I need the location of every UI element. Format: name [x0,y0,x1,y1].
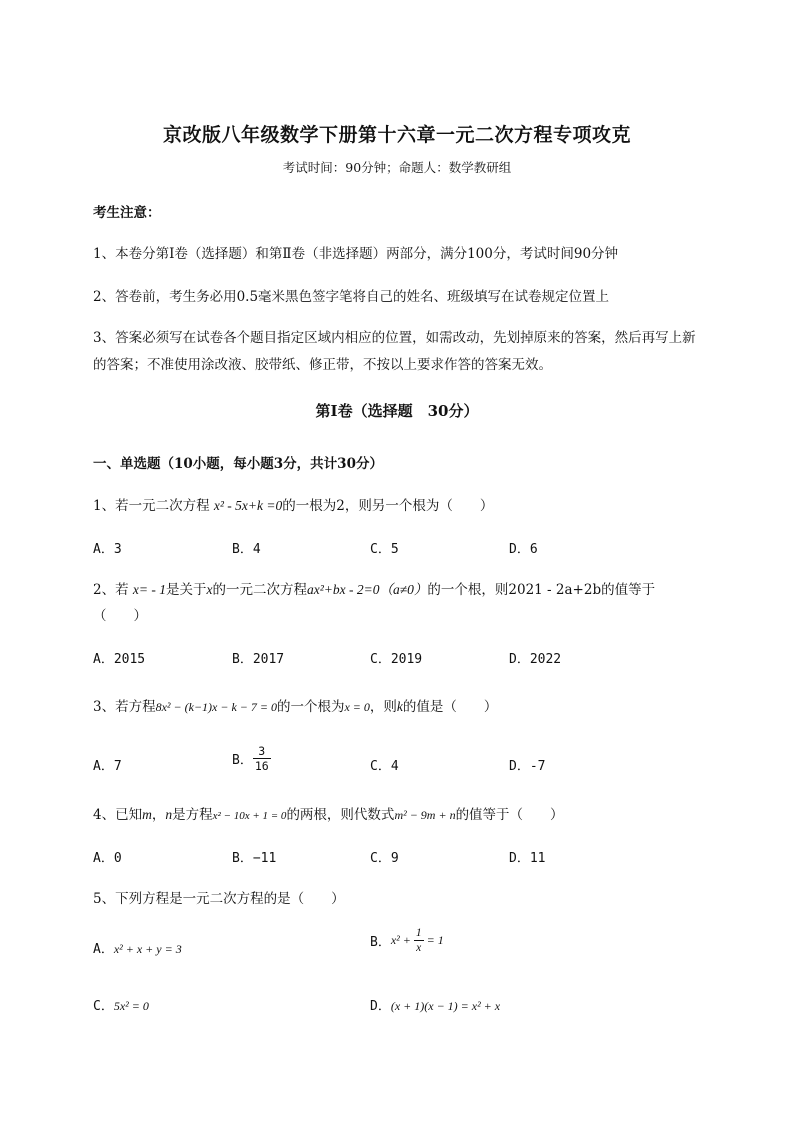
q2-mid-2: 的一元二次方程 [212,582,307,598]
q4-expression: m² − 9m + n [394,808,456,822]
q5-option-b-numerator: 1 [415,927,422,939]
q4-m: m [142,807,152,822]
q1-option-c: C．5 [370,542,399,557]
q5-option-c [93,995,149,1014]
q5-option-c-label: C． [93,999,114,1014]
q4-mid-2: 的两根，则代数式 [286,807,395,823]
q4-equation: x² − 10x + 1 = 0 [212,810,287,822]
q2-math-2: x [206,582,213,597]
q4-post: 的值等于（ ） [455,807,564,823]
q4-option-b: B．−11 [232,851,277,866]
question-3-stem [93,695,497,715]
q5-option-a [93,938,182,957]
q5-option-b-label: B． [370,935,391,950]
q3-option-b-fraction [253,744,271,773]
q2-option-c: C．2019 [370,652,423,667]
q4-option-d: D．11 [509,851,546,866]
q5-option-b [370,926,444,955]
q2-mid: 是关于 [166,582,207,598]
q1-option-a: A．3 [93,542,122,557]
q5-option-b-fraction [414,926,424,955]
q3-option-c: C．4 [370,759,399,774]
q3-pre: 3、若方程 [93,699,156,715]
q2-option-d: D．2022 [509,652,562,667]
q1-stem-post: 的一根为2，则另一个根为（ ） [282,498,494,514]
notice-item-3-cont: 的答案；不准使用涂改液、胶带纸、修正带，不按以上要求作答的答案无效。 [93,357,552,373]
q2-post: 的一个根，则2021 - 2a+2b的值等于 [427,582,656,598]
q5-option-c-math: 5x² = 0 [113,999,149,1013]
q2-option-b: B．2017 [232,652,285,667]
q4-n: n [165,807,173,822]
q5-option-b-math-pre: x² + [390,933,414,947]
page-subtitle: 考试时间：90分钟；命题人：数学教研组 [282,160,512,175]
q2-option-a: A．2015 [93,652,146,667]
q5-option-b-math-post: = 1 [423,933,444,947]
question-5-stem: 5、下列方程是一元二次方程的是（ ） [93,891,345,907]
q3-option-b-numerator: 3 [253,744,271,759]
q4-sep: ， [151,807,166,823]
q2-math-1: x= - 1 [132,582,166,597]
question-4-stem [93,803,564,823]
q1-stem-pre: 1、若一元二次方程 [93,498,214,514]
q2-pre: 2、若 [93,582,133,598]
q4-option-c: C．9 [370,851,399,866]
q5-option-a-math: x² + x + y = 3 [113,942,182,956]
q2-math-3: ax²+bx - 2=0（a≠0） [307,582,428,597]
question-2-stem [93,578,655,598]
q5-option-d-math: (x + 1)(x − 1) = x² + x [390,999,501,1013]
q4-mid: 是方程 [172,807,213,823]
q3-option-b-denominator: 16 [254,759,269,773]
section-title: 第I卷（选择题 30分） [315,402,479,420]
q3-option-a: A．7 [93,759,122,774]
q3-option-b [232,744,271,773]
q3-equation: 8x² − (k−1)x − k − 7 = 0 [155,700,277,714]
q3-k: k [396,699,403,714]
q2-blank: （ ） [93,608,147,624]
question-1-stem [93,494,493,514]
q3-option-d: D．-7 [509,759,546,774]
q3-mid-2: ，则 [369,699,397,715]
q1-option-d: D．6 [509,542,538,557]
q5-option-a-label: A． [93,942,114,957]
part-heading: 一、单选题（10小题，每小题3分，共计30分） [93,456,383,472]
q3-mid: 的一个根为 [276,699,345,715]
q3-post: 的值是（ ） [402,699,498,715]
q1-equation: x² - 5x+k =0 [213,498,283,513]
q5-option-d-label: D． [370,999,391,1014]
q4-pre: 4、已知 [93,807,143,823]
q5-option-b-denominator: x [416,942,422,954]
q3-root: x = 0 [344,700,370,714]
q4-option-a: A．0 [93,851,122,866]
notice-item-1: 1、本卷分第I卷（选择题）和第Ⅱ卷（非选择题）两部分，满分100分，考试时间90分钟 [93,246,619,262]
notice-item-2: 2、答卷前，考生务必用0.5毫米黑色签字笔将自己的姓名、班级填写在试卷规定位置上 [93,289,610,305]
q3-option-b-label: B． [232,753,253,768]
page-title: 京改版八年级数学下册第十六章一元二次方程专项攻克 [162,124,631,146]
notice-item-3: 3、答案必须写在试卷各个题目指定区域内相应的位置，如需改动，先划掉原来的答案，然后再写上新 [93,330,696,346]
notice-heading: 考生注意： [93,205,161,221]
q1-option-b: B．4 [232,542,261,557]
q5-option-d [370,995,500,1014]
